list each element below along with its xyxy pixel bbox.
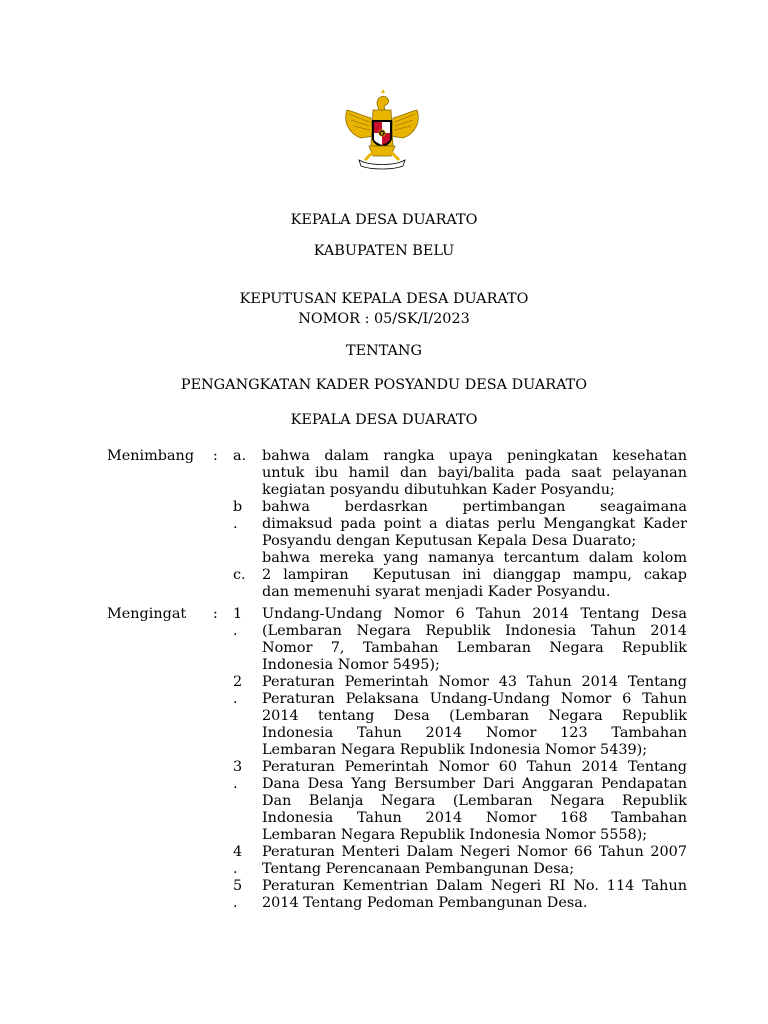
menimbang-item-b (262, 499, 687, 550)
header-regency: KABUPATEN BELU (313, 243, 455, 259)
mengingat-marker-1: 1 (233, 606, 243, 622)
mengingat-marker-5: 5 (233, 878, 243, 894)
mengingat-colon: : (213, 606, 218, 622)
text-line: Indonesia Tahun 2014 Nomor 123 Tambahan (262, 725, 687, 741)
mengingat-marker-1-dot: . (233, 623, 238, 639)
text-line: Peraturan Pemerintah Nomor 60 Tahun 2014 Tentang (262, 759, 687, 775)
text-line: Peraturan Kementrian Dalam Negeri RI No. 114 Tahun (262, 878, 687, 894)
text-line: untuk ibu hamil dan bayi/balita pada saat pelayanan (262, 465, 687, 481)
decree-about: TENTANG (346, 343, 422, 359)
text-line: Dana Desa Yang Bersumber Dari Anggaran Pendapatan (262, 776, 687, 792)
text-line: dimaksud pada point a diatas perlu Mengangkat Kader (262, 516, 687, 532)
text-line: Peraturan Menteri Dalam Negeri Nomor 66 Tahun 2007 (262, 844, 687, 860)
menimbang-item-a (262, 448, 687, 499)
mengingat-label: Mengingat (107, 606, 187, 622)
text-line: bahwa dalam rangka upaya peningkatan kesehatan (262, 448, 687, 464)
text-line: Indonesia Nomor 5495); (262, 657, 440, 673)
text-line: Lembaran Negara Republik Indonesia Nomor 5558); (262, 827, 648, 843)
mengingat-marker-4: 4 (233, 844, 243, 860)
decree-title: KEPUTUSAN KEPALA DESA DUARATO (239, 291, 529, 307)
text-line: Tentang Perencanaan Pembangunan Desa; (262, 861, 575, 877)
mengingat-item-5 (262, 878, 687, 912)
mengingat-marker-3-dot: . (233, 776, 238, 792)
text-line: Nomor 7, Tambahan Lembaran Negara Republik (262, 640, 687, 656)
menimbang-marker-b-dot: . (233, 516, 238, 532)
mengingat-item-1 (262, 606, 687, 674)
decree-number: NOMOR : 05/SK/I/2023 (298, 311, 470, 327)
text-line: 2014 tentang Desa (Lembaran Negara Republik (262, 708, 687, 724)
text-line: Indonesia Tahun 2014 Nomor 168 Tambahan (262, 810, 687, 826)
mengingat-marker-2: 2 (233, 674, 243, 690)
menimbang-marker-c: c. (233, 567, 246, 583)
menimbang-colon: : (213, 448, 218, 464)
text-line: Lembaran Negara Republik Indonesia Nomor 5439); (262, 742, 648, 758)
mengingat-item-2 (262, 674, 687, 759)
menimbang-label: Menimbang (107, 448, 195, 464)
text-line: (Lembaran Negara Republik Indonesia Tahun 2014 (262, 623, 687, 639)
text-line: 2 lampiran Keputusan ini dianggap mampu, cakap (262, 567, 687, 583)
text-line: Undang-Undang Nomor 6 Tahun 2014 Tentang Desa (262, 606, 687, 622)
mengingat-marker-4-dot: . (233, 861, 238, 877)
text-line: Peraturan Pelaksana Undang-Undang Nomor 6 Tahun (262, 691, 687, 707)
text-line: kegiatan posyandu dibutuhkan Kader Posyandu; (262, 482, 615, 498)
header-title: KEPALA DESA DUARATO (290, 212, 478, 228)
menimbang-marker-b: b (233, 499, 243, 515)
decree-subject: PENGANGKATAN KADER POSYANDU DESA DUARATO (180, 377, 588, 393)
mengingat-item-3 (262, 759, 687, 844)
text-line: Dan Belanja Negara (Lembaran Negara Republik (262, 793, 687, 809)
text-line: Posyandu dengan Keputusan Kepala Desa Duarato; (262, 533, 637, 549)
text-line: bahwa mereka yang namanya tercantum dalam kolom (262, 550, 687, 566)
mengingat-marker-3: 3 (233, 759, 243, 775)
mengingat-item-4 (262, 844, 687, 878)
menimbang-item-c (262, 550, 687, 601)
garuda-pancasila-emblem-icon (339, 88, 425, 170)
text-line: 2014 Tentang Pedoman Pembangunan Desa. (262, 895, 588, 911)
menimbang-marker-a: a. (233, 448, 247, 464)
decree-issuer: KEPALA DESA DUARATO (290, 412, 478, 428)
text-line: Peraturan Pemerintah Nomor 43 Tahun 2014 Tentang (262, 674, 687, 690)
text-line: dan memenuhi syarat menjadi Kader Posyandu. (262, 584, 611, 600)
mengingat-marker-2-dot: . (233, 691, 238, 707)
text-line: bahwa berdasrkan pertimbangan seagaimana (262, 499, 687, 515)
mengingat-marker-5-dot: . (233, 895, 238, 911)
